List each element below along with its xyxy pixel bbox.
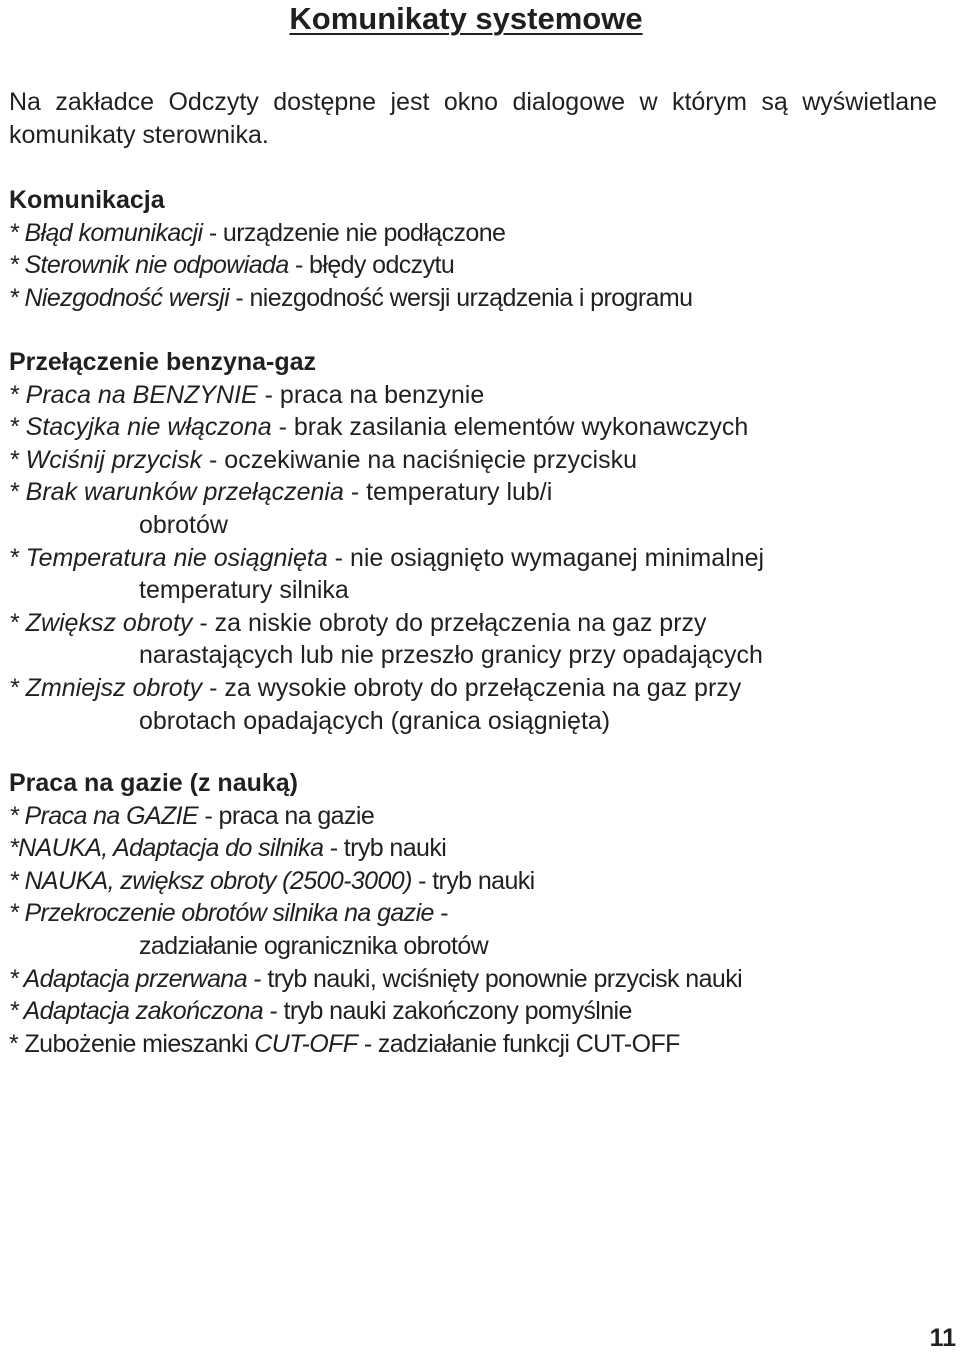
section-przelaczenie — [9, 346, 939, 737]
item-desc: - tryb nauki — [323, 834, 447, 863]
list-item — [9, 282, 939, 315]
item-term: * Praca na BENZYNIE — [9, 380, 258, 409]
list-item — [9, 444, 939, 477]
item-term: * Praca na GAZIE — [9, 801, 199, 830]
item-term: * Wciśnij przycisk — [9, 445, 203, 474]
item-term: * Zwiększ obroty — [9, 608, 193, 637]
item-desc: - temperatury lub/i — [343, 478, 553, 507]
page-title-text: Komunikaty systemowe — [289, 1, 643, 36]
page-title — [0, 0, 932, 38]
item-desc: - zadziałanie funkcji CUT-OFF — [357, 1029, 680, 1058]
item-continuation: obrotów — [139, 510, 228, 539]
item-desc: - nie osiągnięto wymaganej minimalnej — [327, 543, 765, 572]
section-praca-na-gazie — [9, 767, 939, 1060]
item-desc: - za wysokie obroty do przełączenia na gaz przy — [202, 673, 742, 702]
item-term: CUT-OFF — [254, 1029, 358, 1058]
item-desc: - tryb nauki, wciśnięty ponownie przycisk nauki — [247, 964, 743, 993]
list-item — [9, 476, 939, 509]
list-item — [9, 995, 939, 1028]
item-term: *NAUKA, Adaptacja do silnika — [9, 834, 324, 863]
item-term: * NAUKA, zwiększ obroty (2500-3000) — [9, 866, 412, 895]
item-term: * Adaptacja zakończona — [9, 997, 264, 1026]
item-desc: - praca na gazie — [198, 801, 375, 830]
list-item — [9, 542, 939, 575]
list-item — [9, 1028, 939, 1061]
list-item — [9, 249, 939, 282]
item-desc: - brak zasilania elementów wykonawczych — [271, 413, 749, 442]
item-desc: - błędy odczytu — [288, 251, 455, 280]
item-continuation: temperatury silnika — [139, 576, 349, 605]
section-heading: Przełączenie benzyna-gaz — [9, 348, 317, 376]
item-term: * Stacyjka nie włączona — [9, 413, 272, 442]
list-item — [9, 832, 939, 865]
section-heading: Praca na gazie (z nauką) — [9, 769, 299, 797]
item-desc: - tryb nauki — [411, 866, 535, 895]
item-term: * Zmniejsz obroty — [9, 673, 203, 702]
item-term: * Brak warunków przełączenia — [9, 478, 344, 507]
item-term: * Adaptacja przerwana — [9, 964, 248, 993]
list-item — [9, 963, 939, 996]
item-desc: - niezgodność wersji urządzenia i programu — [229, 283, 693, 312]
item-term: * Sterownik nie odpowiada — [9, 251, 289, 280]
list-item — [9, 897, 939, 930]
page-number: 11 — [929, 1324, 956, 1352]
item-desc: - — [433, 899, 448, 928]
item-continuation: narastających lub nie przeszło granicy przy opadających — [139, 641, 763, 670]
item-term: * Przekroczenie obrotów silnika na gazie — [9, 899, 434, 928]
list-item — [9, 411, 939, 444]
item-continuation: obrotach opadających (granica osiągnięta) — [139, 706, 611, 735]
intro-paragraph: Na zakładce Odczyty dostępne jest okno dialogowe w którym są wyświetlane komunikaty sterownika. — [9, 88, 937, 149]
item-term: * Temperatura nie osiągnięta — [9, 543, 328, 572]
list-item — [9, 800, 939, 833]
item-desc: - oczekiwanie na naciśnięcie przycisku — [202, 445, 637, 474]
item-prefix: * Zubożenie mieszanki — [9, 1029, 255, 1058]
item-term: * Niezgodność wersji — [9, 283, 230, 312]
item-desc: - urządzenie nie podłączone — [202, 218, 506, 247]
list-item — [9, 672, 939, 705]
list-item — [9, 379, 939, 412]
list-item — [9, 865, 939, 898]
item-desc: - praca na benzynie — [257, 380, 485, 409]
item-desc: - tryb nauki zakończony pomyślnie — [263, 997, 632, 1026]
item-continuation: zadziałanie ogranicznika obrotów — [139, 931, 489, 960]
section-heading: Komunikacja — [9, 186, 165, 214]
list-item — [9, 607, 939, 640]
item-desc: - za niskie obroty do przełączenia na gaz przy — [192, 608, 707, 637]
item-term: * Błąd komunikacji — [9, 218, 203, 247]
section-komunikacja — [9, 184, 939, 314]
list-item — [9, 217, 939, 250]
